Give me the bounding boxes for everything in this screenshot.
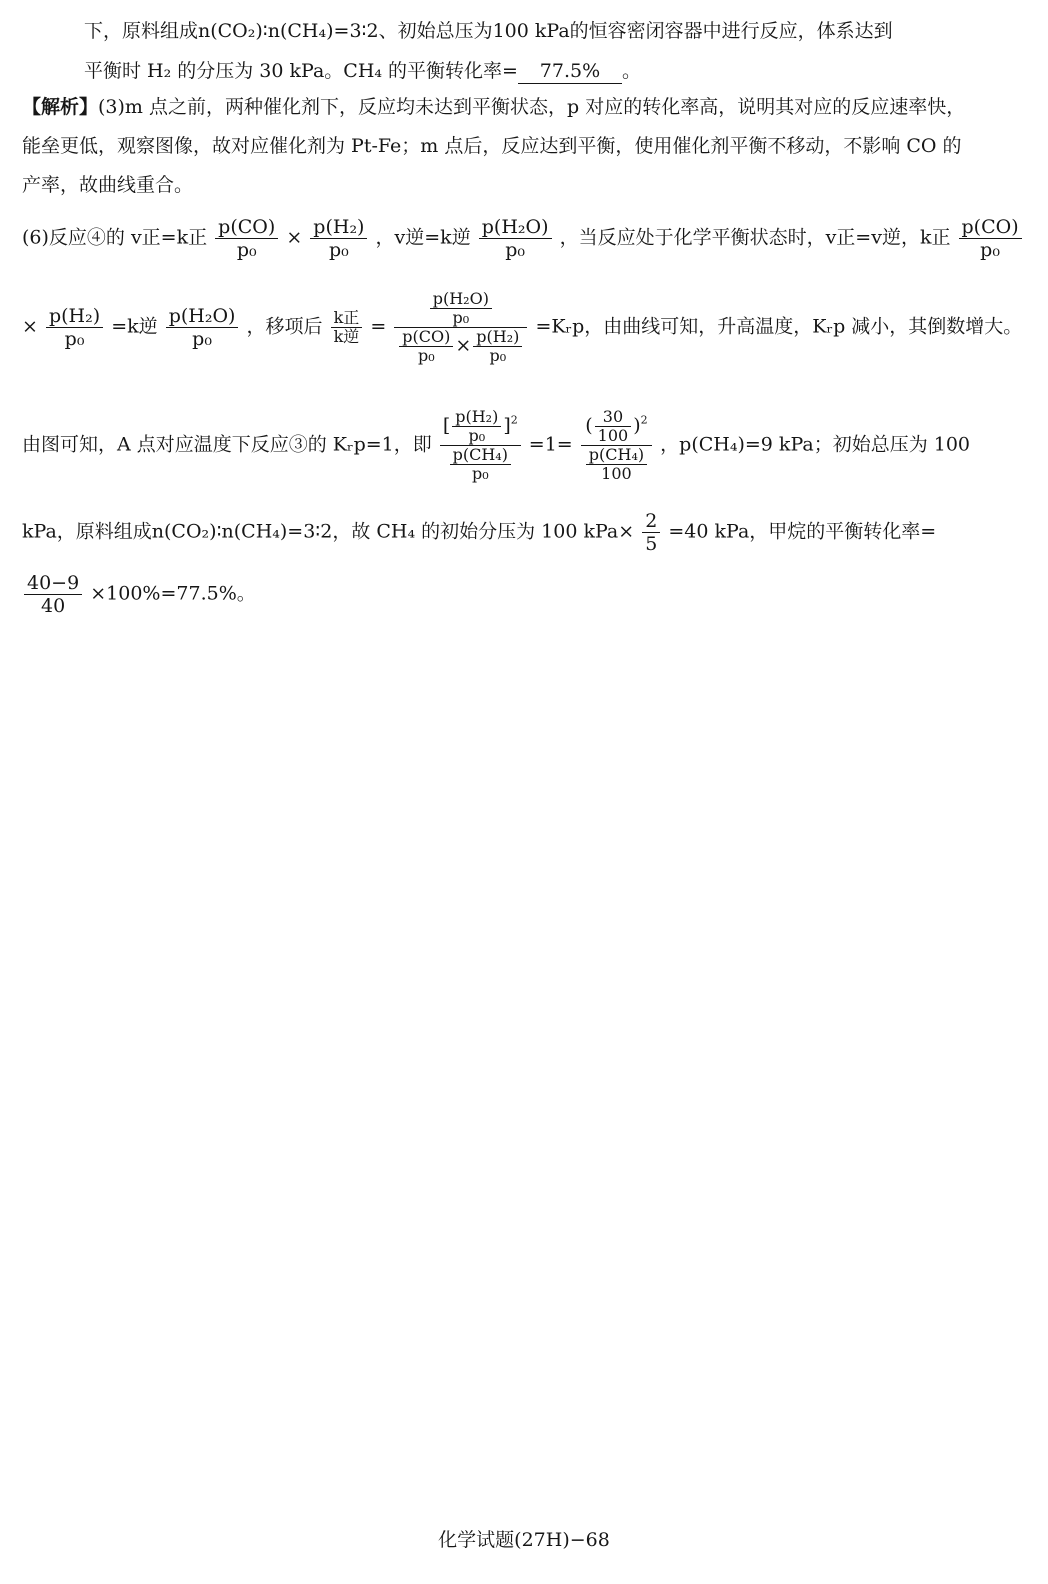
- initial-pressure-line: [22, 510, 936, 555]
- fraction-pH2: $\frac{\text{p(H₂)}}{\text{p₀}}$: [310, 216, 367, 261]
- equilibrium-line: [22, 290, 1022, 365]
- p6-start: (6)反应④的 v正=k正: [22, 226, 208, 249]
- initial-pressure-end: =40 kPa，甲烷的平衡转化率=: [668, 520, 937, 543]
- fraction-kp-compound: $\frac{\text{p(H₂O)}}{\text{p₀}}$ $\frac{p(CO)}{\text{p₀}}$ × $\frac{\text{p(H₂)}}{\text{p₀}}$: [394, 290, 527, 365]
- analysis-p3-text: (3)m 点之前，两种催化剂下，反应均未达到平衡状态，p 对应的转化率高，说明其对应的反应速率快，: [98, 96, 966, 118]
- v-rev-text: ，v逆=k逆: [375, 226, 471, 249]
- analysis-line-3: 产率，故曲线重合。: [22, 174, 194, 196]
- fraction-kp-num: $\frac{\text{p(H₂O)}}{\text{p₀}}$: [430, 290, 492, 327]
- analysis-line-1: [22, 92, 965, 122]
- fraction-30-100: $\frac{30}{100}$: [595, 408, 632, 445]
- fraction-kp-A: [ $\frac{\text{p(H₂)}}{\text{p₀}}$ ]$^2$ $\frac{\text{p(CH₄)}}{\text{p₀}}$: [440, 408, 521, 483]
- initial-pressure-text: kPa，原料组成n(CO₂)∶n(CH₄)=3∶2，故 CH₄ 的初始分压为 100 kPa×: [22, 520, 635, 543]
- analysis-line-2: 能垒更低，观察图像，故对应催化剂为 Pt-Fe；m 点后，反应达到平衡，使用催化剂平衡不移动，不影响 CO 的: [22, 135, 962, 157]
- times-sign: ×: [286, 226, 303, 249]
- fraction-pCO-2: $\frac{p(CO)}{\text{p₀}}$: [959, 216, 1022, 261]
- fraction-kp-A-values: ( $\frac{30}{100}$ )$^2$ $\frac{\text{p(CH₄)}}{100}$: [581, 408, 652, 483]
- question-text: 平衡时 H₂ 的分压为 30 kPa。CH₄ 的平衡转化率=: [84, 60, 518, 82]
- move-text: ，移项后: [246, 315, 323, 338]
- eq-one: =1=: [528, 433, 573, 456]
- eq-krev: =k逆: [111, 315, 158, 338]
- fraction-kp-den-co: $\frac{p(CO)}{\text{p₀}}$: [399, 328, 453, 365]
- question-line-2: [84, 56, 641, 86]
- question-end: 。: [621, 60, 641, 82]
- p6-mid: ，当反应处于化学平衡状态时，v正=v逆，k正: [559, 226, 951, 249]
- point-A-end: ，p(CH₄)=9 kPa；初始总压为 100: [660, 433, 971, 456]
- fraction-2-5: $\frac{2}{5}$: [642, 510, 660, 555]
- conversion-result: ×100%=77.5%。: [90, 582, 256, 605]
- fraction-pH2O-2: $\frac{\text{p(H₂O)}}{\text{p₀}}$: [166, 305, 239, 350]
- analysis-tag: 【解析】: [22, 96, 99, 118]
- point-A-line: [22, 408, 970, 483]
- fraction-40-9-over-40: $\frac{40-9}{40}$: [24, 572, 82, 617]
- fraction-pH2O: $\frac{\text{p(H₂O)}}{\text{p₀}}$: [479, 216, 552, 261]
- rate-expression-line: [22, 216, 1024, 261]
- answer-blank: 77.5%: [518, 59, 622, 84]
- times-sign: ×: [22, 315, 38, 338]
- conversion-line: [22, 572, 256, 617]
- fraction-pCO: $\frac{p(CO)}{\text{p₀}}$: [215, 216, 278, 261]
- question-line-1: 下，原料组成n(CO₂)∶n(CH₄)=3∶2、初始总压为100 kPa的恒容密闭容器中进行反应，体系达到: [84, 20, 893, 42]
- fraction-k-ratio: $\frac{\text{k正}}{\text{k逆}}$: [331, 309, 363, 346]
- fraction-pH2-p0: $\frac{\text{p(H₂)}}{\text{p₀}}$: [452, 408, 501, 445]
- kp-text: =Kᵣp，由曲线可知，升高温度，Kᵣp 减小，其倒数增大。: [535, 315, 1023, 338]
- fraction-pCH4-p0: $\frac{\text{p(CH₄)}}{\text{p₀}}$: [450, 446, 511, 483]
- page-footer: 化学试题(27H)−68: [438, 1529, 610, 1551]
- fraction-kp-den-h2: $\frac{\text{p(H₂)}}{\text{p₀}}$: [473, 328, 522, 365]
- point-A-start: 由图可知，A 点对应温度下反应③的 Kᵣp=1，即: [22, 433, 432, 456]
- equals-sign: =: [370, 315, 387, 338]
- fraction-pCH4-100: $\frac{\text{p(CH₄)}}{100}$: [586, 446, 647, 483]
- fraction-pH2-2: $\frac{\text{p(H₂)}}{\text{p₀}}$: [46, 305, 103, 350]
